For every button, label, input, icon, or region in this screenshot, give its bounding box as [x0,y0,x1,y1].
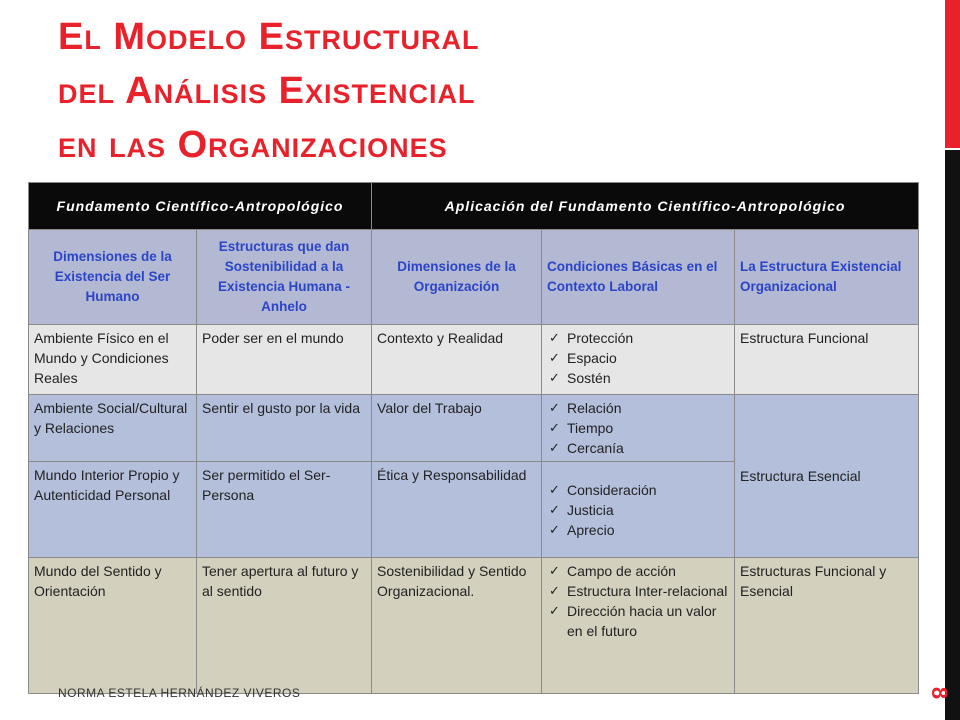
condition-item: ✓ Campo de acción [567,561,729,581]
condition-list [547,398,729,458]
table-cell: Ser permitido el Ser-Persona [197,462,372,558]
accent-bar-red [945,0,960,148]
table-cell: Valor del Trabajo [372,395,542,462]
group-header-row [29,183,919,230]
column-header: Estructuras que dan Sostenibilidad a la Existencia Humana - Anhelo [197,230,372,325]
title-line-3: en las Organizaciones [58,124,448,166]
column-header-row [29,230,919,325]
table-cell: Estructuras Funcional y Esencial [735,558,919,694]
structural-model-table [28,182,919,694]
table-cell: Ética y Responsabilidad [372,462,542,558]
table-cell: Mundo del Sentido y Orientación [29,558,197,694]
condition-item: ✓ Dirección hacia un valor en el futuro [567,601,729,641]
table-cell [542,325,735,395]
slide-number: 8 [927,686,952,700]
condition-item: ✓ Consideración [567,480,729,500]
table-cell: Ambiente Social/Cultural y Relaciones [29,395,197,462]
accent-bar-black [945,150,960,720]
condition-item: ✓ Justicia [567,500,729,520]
title-line-1: El Modelo Estructural [58,16,480,58]
condition-item: ✓ Tiempo [567,418,729,438]
footer-author: NORMA ESTELA HERNÁNDEZ VIVEROS [58,686,301,700]
condition-item: ✓ Estructura Inter-relacional [567,581,729,601]
condition-item: ✓ Aprecio [567,520,729,540]
condition-list [547,480,729,540]
condition-list [547,561,729,641]
column-header: La Estructura Existencial Organizacional [735,230,919,325]
group-header-right: Aplicación del Fundamento Científico-Antropológico [372,183,919,230]
condition-item: ✓ Espacio [567,348,729,368]
condition-list [547,328,729,388]
column-header: Condiciones Básicas en el Contexto Laboral [542,230,735,325]
table-cell [542,395,735,462]
table-cell: Estructura Funcional [735,325,919,395]
condition-item: ✓ Cercanía [567,438,729,458]
table-row [29,558,919,694]
title-line-2: del Análisis Existencial [58,70,476,112]
table-cell: Mundo Interior Propio y Autenticidad Personal [29,462,197,558]
condition-item: ✓ Relación [567,398,729,418]
table-cell: Tener apertura al futuro y al sentido [197,558,372,694]
condition-item: ✓ Sostén [567,368,729,388]
group-header-left: Fundamento Científico-Antropológico [29,183,372,230]
table-cell: Sostenibilidad y Sentido Organizacional. [372,558,542,694]
table-cell: Ambiente Físico en el Mundo y Condiciones Reales [29,325,197,395]
page-title [58,10,918,172]
table-cell: Sentir el gusto por la vida [197,395,372,462]
table-cell: Poder ser en el mundo [197,325,372,395]
table-cell [542,558,735,694]
table-cell [542,462,735,558]
table-row [29,395,919,462]
table-row [29,325,919,395]
column-header: Dimensiones de la Existencia del Ser Humano [29,230,197,325]
table-cell: Contexto y Realidad [372,325,542,395]
column-header: Dimensiones de la Organización [372,230,542,325]
table-cell: Estructura Esencial [735,395,919,558]
condition-item: ✓ Protección [567,328,729,348]
